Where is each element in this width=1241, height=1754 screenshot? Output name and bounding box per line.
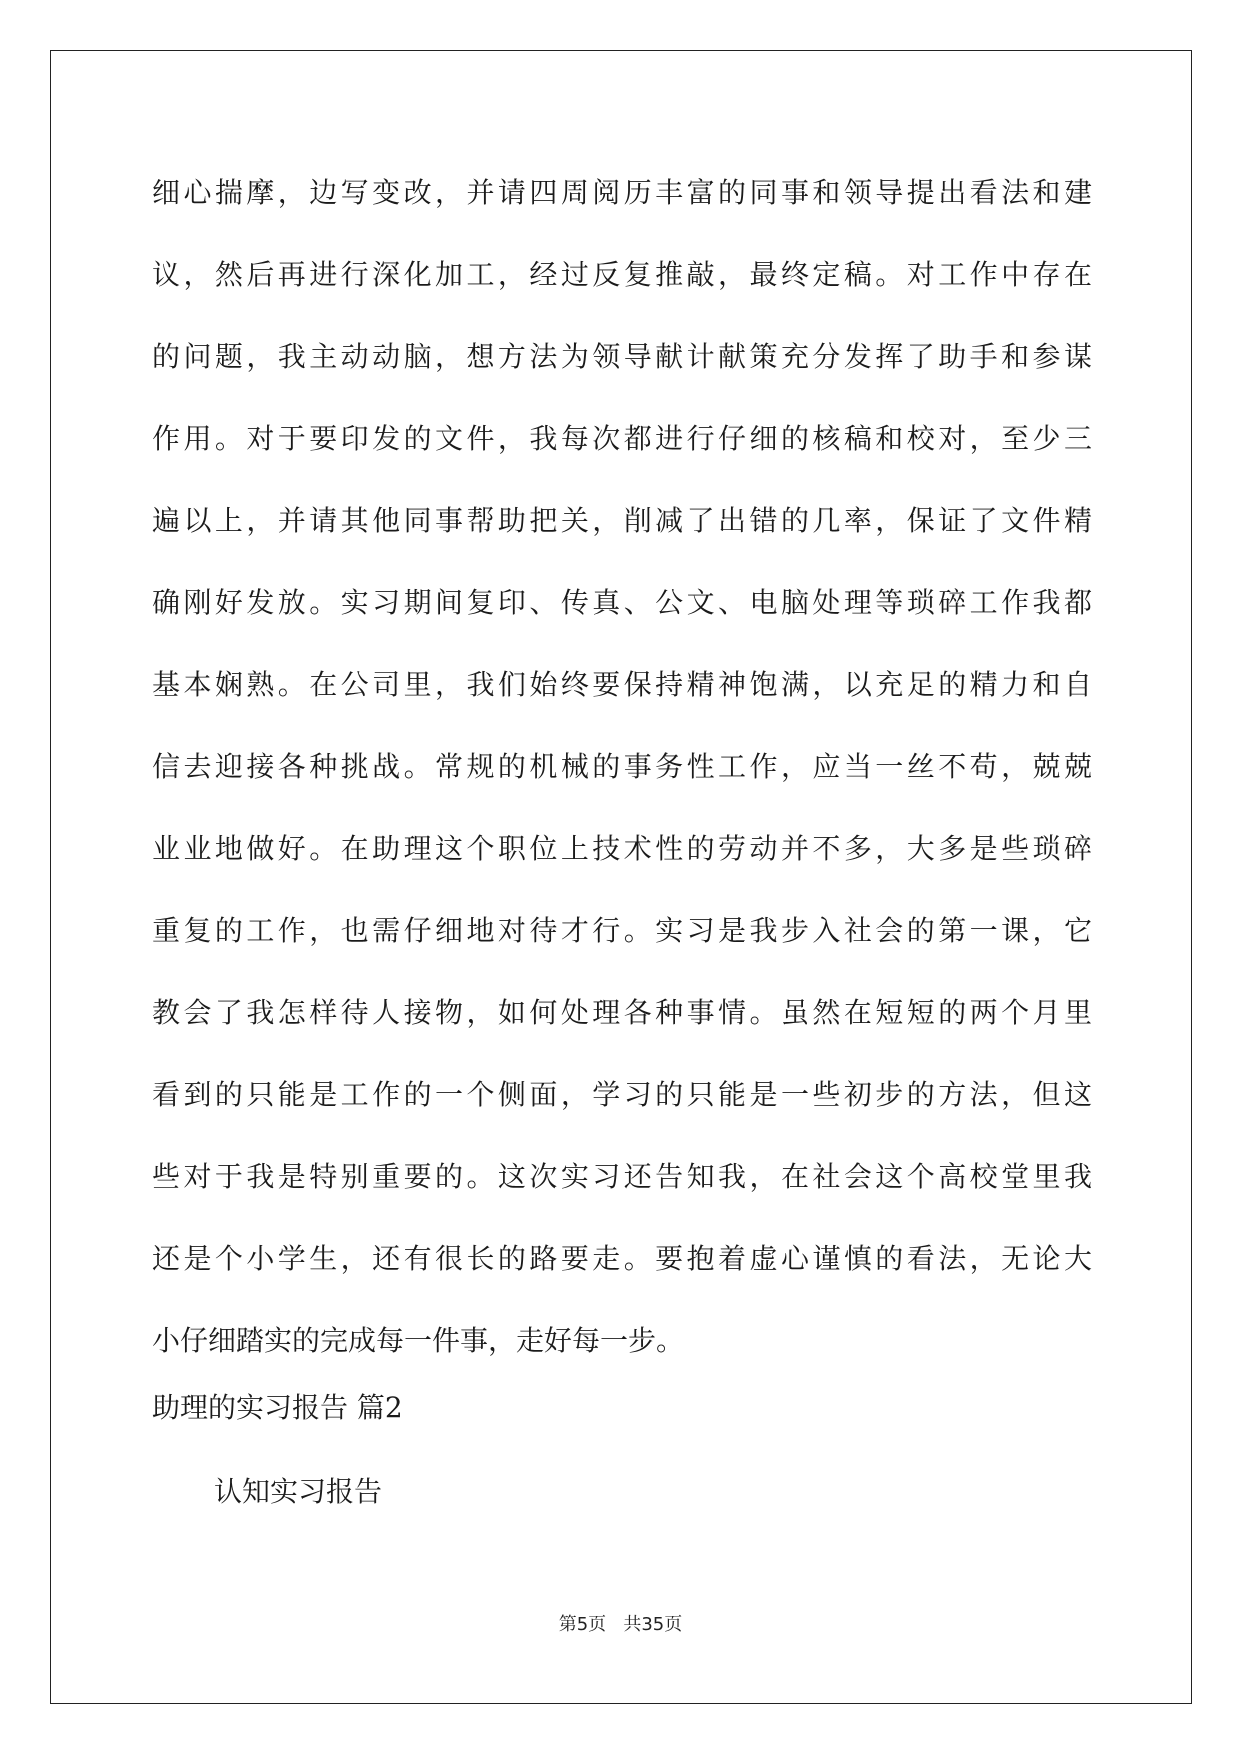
body-line: 议，然后再进行深化加工，经过反复推敲，最终定稿。对工作中存在 (152, 258, 1092, 291)
body-line: 小仔细踏实的完成每一件事，走好每一步。 (152, 1324, 685, 1357)
report-body (152, 152, 1092, 1382)
page-footer (0, 1610, 1241, 1636)
body-line: 还是个小学生，还有很长的路要走。要抱着虚心谨慎的看法，无论大 (152, 1242, 1092, 1275)
body-line: 作用。对于要印发的文件，我每次都进行仔细的核稿和校对，至少三 (152, 422, 1092, 455)
body-line: 细心揣摩，边写变改，并请四周阅历丰富的同事和领导提出看法和建 (152, 176, 1092, 209)
section-heading: 助理的实习报告 篇2 (152, 1391, 403, 1424)
body-line: 教会了我怎样待人接物，如何处理各种事情。虽然在短短的两个月里 (152, 996, 1092, 1029)
body-line: 遍以上，并请其他同事帮助把关，削减了出错的几率，保证了文件精 (152, 504, 1092, 537)
page-number: 第5页 共35页 (558, 1614, 683, 1635)
body-line: 看到的只能是工作的一个侧面，学习的只能是一些初步的方法，但这 (152, 1078, 1092, 1111)
body-line: 确刚好发放。实习期间复印、传真、公文、电脑处理等琐碎工作我都 (152, 586, 1092, 619)
body-line: 的问题，我主动动脑，想方法为领导献计献策充分发挥了助手和参谋 (152, 340, 1092, 373)
report-subtitle: 认知实习报告 (214, 1475, 383, 1508)
body-line: 信去迎接各种挑战。常规的机械的事务性工作，应当一丝不苟，兢兢 (152, 750, 1092, 783)
body-line: 基本娴熟。在公司里，我们始终要保持精神饱满，以充足的精力和自 (152, 668, 1092, 701)
body-line: 些对于我是特别重要的。这次实习还告知我，在社会这个高校堂里我 (152, 1160, 1092, 1193)
body-line: 业业地做好。在助理这个职位上技术性的劳动并不多，大多是些琐碎 (152, 832, 1092, 865)
body-line: 重复的工作，也需仔细地对待才行。实习是我步入社会的第一课，它 (152, 914, 1092, 947)
